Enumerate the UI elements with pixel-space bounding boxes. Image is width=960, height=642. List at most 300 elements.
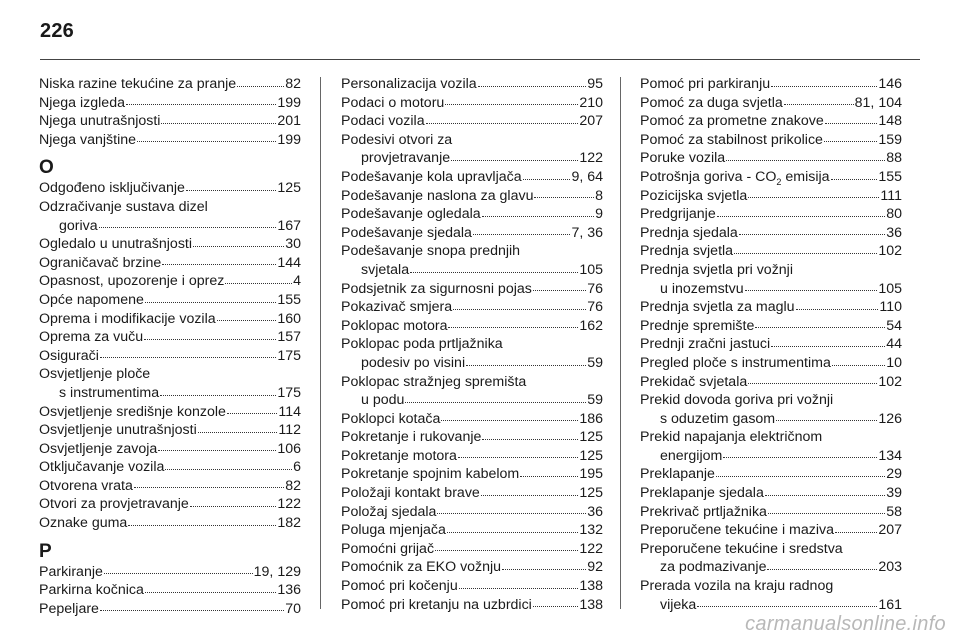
index-entry — [341, 94, 603, 113]
index-entry-page: 155 — [878, 168, 902, 185]
dot-leader — [755, 327, 885, 328]
index-entry-title: Otvori za provjetravanje — [39, 496, 189, 513]
dot-leader — [158, 450, 276, 451]
dot-leader — [523, 179, 571, 180]
page-number: 226 — [40, 20, 74, 42]
index-entry-page: 76 — [587, 280, 603, 297]
index-entry-page: 102 — [878, 373, 902, 390]
index-entry-title: Poklopac stražnjeg spremišta — [341, 373, 527, 390]
dot-leader — [771, 346, 885, 347]
index-entry — [39, 235, 301, 254]
index-entry — [640, 75, 902, 94]
dot-leader — [458, 457, 578, 458]
index-entry-title: Njega vanjštine — [39, 131, 137, 148]
index-entry — [39, 310, 301, 329]
index-entry — [39, 514, 301, 533]
dot-leader — [459, 588, 579, 589]
dot-leader — [441, 420, 578, 421]
index-entry-page: 144 — [277, 254, 301, 271]
dot-leader — [825, 123, 878, 124]
index-entry — [640, 558, 902, 577]
index-entry-page: 80 — [886, 206, 902, 223]
dot-leader — [448, 327, 578, 328]
dot-leader — [445, 104, 578, 105]
dot-leader — [100, 610, 284, 611]
index-entry-title: Njega unutrašnjosti — [39, 113, 161, 130]
index-entry-page: 59 — [587, 392, 603, 409]
index-entry — [39, 291, 301, 310]
index-entry-title: Pozicijska svjetla — [640, 187, 748, 204]
index-entry-title: Prednja svjetla — [640, 243, 734, 260]
dot-leader — [190, 506, 277, 507]
dot-leader — [126, 104, 276, 105]
index-letter-heading: P — [39, 540, 52, 562]
index-entry-title: Opasnost, upozorenje i oprez — [39, 273, 225, 290]
index-entry-title: Personalizacija vozila — [341, 76, 477, 92]
index-entry-multiline — [341, 131, 603, 168]
index-entry-page: 175 — [277, 347, 301, 364]
index-entry-title: u podu — [361, 392, 405, 409]
index-entry-title: Opće napomene — [39, 291, 144, 308]
index-entry-page: 199 — [277, 131, 301, 148]
index-entry-title: svjetala — [361, 261, 410, 278]
index-entry — [640, 94, 902, 113]
index-entry — [341, 280, 603, 299]
index-letter-heading: O — [39, 157, 54, 179]
dot-leader — [716, 476, 885, 477]
dot-leader — [765, 495, 885, 496]
dot-leader — [533, 606, 578, 607]
dot-leader — [748, 197, 879, 198]
index-entry-page: 159 — [878, 131, 902, 148]
dot-leader — [482, 439, 578, 440]
index-column-3 — [640, 75, 902, 614]
index-entry-title: Preklapanje sjedala — [640, 485, 764, 502]
index-entry-page: 88 — [886, 150, 902, 167]
index-entry-page: 9, 64 — [571, 168, 603, 185]
index-entry-page: 39 — [886, 485, 902, 502]
index-entry — [39, 421, 301, 440]
index-entry-title: Položaj sjedala — [341, 503, 437, 520]
index-entry-title: podesiv po visini — [361, 354, 466, 371]
index-entry-page: 76 — [587, 299, 603, 316]
index-entry-title: Osvjetljenje ploče — [39, 366, 151, 383]
index-entry-page: 30 — [285, 236, 301, 253]
index-entry-page: 105 — [579, 261, 603, 278]
index-entry-title: za podmazivanje — [660, 559, 767, 576]
index-entry-title: Poklopci kotača — [341, 410, 441, 427]
index-entry-multiline — [341, 335, 603, 372]
index-entry-page: 59 — [587, 354, 603, 371]
index-entry — [640, 335, 902, 354]
index-entry — [39, 581, 301, 600]
dot-leader — [165, 469, 292, 470]
index-entry — [640, 317, 902, 336]
dot-leader — [466, 365, 586, 366]
index-column-2 — [341, 75, 603, 614]
dot-leader — [717, 216, 886, 217]
index-entry-page: 9 — [595, 206, 603, 223]
dot-leader — [447, 532, 578, 533]
index-entry-title: Prerada vozila na kraju radnog — [640, 578, 834, 595]
index-entry-page: 81, 104 — [854, 94, 902, 111]
index-entry-title: Otvorena vrata — [39, 477, 133, 494]
index-entry — [39, 477, 301, 496]
index-entry-title: Odgođeno isključivanje — [39, 180, 185, 197]
dot-leader — [162, 264, 276, 265]
index-entry-title: u inozemstvu — [660, 280, 744, 297]
index-entry-page: 8 — [595, 187, 603, 204]
index-entry-title: Odzračivanje sustava dizel — [39, 198, 208, 215]
column-separator — [320, 77, 321, 609]
dot-leader — [502, 569, 586, 570]
index-entry-title: Podaci o motoru — [341, 94, 445, 111]
index-entry-title: Podsjetnik za sigurnosni pojas — [341, 280, 532, 297]
index-entry-page: 36 — [886, 224, 902, 241]
index-entry-title: Poluga mjenjača — [341, 522, 446, 539]
index-entry — [39, 440, 301, 459]
index-entry-title: Prednje spremište — [640, 317, 755, 334]
index-entry-multiline — [341, 242, 603, 279]
index-entry-multiline — [640, 577, 902, 614]
index-entry — [341, 112, 603, 131]
index-entry-page: 102 — [878, 243, 902, 260]
index-entry-title: Pokazivač smjera — [341, 299, 453, 316]
index-entry-title: provjetravanje — [361, 150, 451, 167]
index-entry-page: 105 — [878, 280, 902, 297]
index-entry-title: Pomoć pri parkiranju — [640, 76, 771, 92]
index-entry — [640, 224, 902, 243]
index-entry-page: 29 — [886, 466, 902, 483]
index-entry-multiline — [39, 365, 301, 402]
index-entry-page: 58 — [886, 503, 902, 520]
index-entry — [640, 280, 902, 299]
index-entry — [39, 347, 301, 366]
index-entry-multiline — [640, 540, 902, 577]
index-entry-title: Ogledalo u unutrašnjosti — [39, 236, 193, 253]
index-entry — [640, 149, 902, 168]
index-entry-title: Podešavanje sjedala — [341, 224, 472, 241]
index-entry — [39, 495, 301, 514]
index-entry-title: vijeka — [660, 596, 697, 613]
dot-leader — [186, 190, 276, 191]
index-entry-title: Prekid napajanja električnom — [640, 429, 823, 446]
index-entry-page: 95 — [587, 76, 603, 92]
index-entry-title: Poruke vozila — [640, 150, 726, 167]
index-entry-title: Preklapanje — [640, 466, 715, 483]
index-entry — [640, 112, 902, 131]
index-entry — [640, 503, 902, 522]
dot-leader — [99, 227, 277, 228]
dot-leader — [145, 302, 276, 303]
dot-leader — [520, 476, 578, 477]
dot-leader — [426, 123, 579, 124]
index-entry-page: 10 — [886, 354, 902, 371]
dot-leader — [217, 320, 277, 321]
index-entry-title: Pokretanje i rukovanje — [341, 429, 482, 446]
index-entry — [341, 577, 603, 596]
dot-leader — [768, 513, 885, 514]
index-entry-page: 132 — [579, 522, 603, 539]
index-entry-page: 112 — [278, 422, 301, 439]
dot-leader — [831, 179, 878, 180]
dot-leader — [145, 592, 276, 593]
index-entry-page: 201 — [277, 113, 301, 130]
index-entry — [640, 484, 902, 503]
index-entry — [39, 112, 301, 131]
index-entry — [341, 298, 603, 317]
dot-leader — [748, 383, 877, 384]
index-entry-multiline — [640, 261, 902, 298]
dot-leader — [478, 86, 587, 87]
dot-leader — [451, 160, 578, 161]
index-entry — [640, 447, 902, 466]
dot-leader — [767, 569, 877, 570]
index-entry — [341, 465, 603, 484]
index-entry — [640, 354, 902, 373]
dot-leader — [473, 234, 571, 235]
dot-leader — [227, 413, 277, 414]
index-entry-page: 110 — [879, 299, 902, 316]
index-entry — [640, 131, 902, 150]
index-entry-page: 7, 36 — [571, 224, 603, 241]
index-entry-title: Njega izgleda — [39, 94, 125, 111]
index-entry-page: 203 — [878, 559, 902, 576]
index-entry — [341, 428, 603, 447]
index-entry-page: 70 — [285, 600, 301, 617]
index-entry-title: Pokretanje motora — [341, 447, 457, 464]
index-entry-page: 136 — [277, 582, 301, 599]
index-entry-title: s oduzetim gasom — [660, 410, 776, 427]
index-entry-title: Otključavanje vozila — [39, 459, 165, 476]
index-entry-page: 207 — [878, 522, 902, 539]
index-entry-page: 195 — [579, 466, 603, 483]
index-entry — [341, 503, 603, 522]
index-entry-page: 122 — [277, 496, 301, 513]
index-entry-page: 44 — [886, 336, 902, 353]
dot-leader — [134, 487, 284, 488]
index-entry-multiline — [39, 198, 301, 235]
index-entry — [341, 261, 603, 280]
dot-leader — [482, 216, 594, 217]
index-entry-multiline — [341, 373, 603, 410]
index-entry — [39, 563, 301, 582]
dot-leader — [410, 272, 578, 273]
index-entry-page: 106 — [277, 440, 301, 457]
index-entry-title: Predgrijanje — [640, 206, 716, 223]
index-entry-title: Preporučene tekućine i maziva — [640, 522, 834, 539]
index-entry-title: Parkirna kočnica — [39, 582, 144, 599]
dot-leader — [533, 290, 586, 291]
index-entry-page: 82 — [285, 477, 301, 494]
dot-leader — [193, 246, 284, 247]
index-entry-title: Podešavanje kola upravljača — [341, 168, 522, 185]
index-entry — [39, 75, 301, 94]
dot-leader — [796, 309, 879, 310]
index-entry — [39, 94, 301, 113]
dot-leader — [771, 86, 877, 87]
index-entry-title: Prednja sjedala — [640, 224, 738, 241]
dot-leader — [835, 532, 877, 533]
index-entry-page: 138 — [579, 596, 603, 613]
index-entry-page: 199 — [277, 94, 301, 111]
index-entry-title: Podesivi otvori za — [341, 131, 453, 148]
index-entry — [341, 391, 603, 410]
index-entry-title: Podešavanje naslona za glavu — [341, 187, 534, 204]
index-entry-title: goriva — [59, 217, 98, 234]
index-entry — [640, 205, 902, 224]
index-entry-title: s instrumentima — [59, 384, 160, 401]
index-entry — [39, 384, 301, 403]
index-entry-title: Prekrivač prtljažnika — [640, 503, 767, 520]
dot-leader — [481, 495, 579, 496]
index-entry — [640, 596, 902, 615]
dot-leader — [745, 290, 878, 291]
index-entry-page: 114 — [278, 403, 301, 420]
index-entry — [39, 403, 301, 422]
index-entry-page: 82 — [285, 76, 301, 92]
dot-leader — [160, 395, 276, 396]
dot-leader — [734, 253, 877, 254]
index-entry-title: Položaji kontakt brave — [341, 485, 480, 502]
index-entry-title: Oprema i modifikacije vozila — [39, 310, 216, 327]
index-entry-title: Osvjetljenje unutrašnjosti — [39, 422, 197, 439]
index-entry-title: energijom — [660, 447, 723, 464]
index-entry — [39, 458, 301, 477]
index-entry-title: Pepeljare — [39, 600, 99, 617]
index-entry-title: Podaci vozila — [341, 113, 425, 130]
dot-leader — [237, 86, 284, 87]
index-entry-page: 111 — [880, 187, 902, 204]
dot-leader — [726, 160, 885, 161]
index-entry-title: Preporučene tekućine i sredstva — [640, 540, 843, 557]
index-entry-title: Prednji zračni jastuci — [640, 336, 771, 353]
dot-leader — [453, 309, 586, 310]
index-entry-title: Podešavanje ogledala — [341, 206, 481, 223]
index-entry-page: 146 — [878, 76, 902, 92]
index-entry-page: 148 — [878, 113, 902, 130]
index-entry-page: 210 — [579, 94, 603, 111]
index-entry-page: 125 — [579, 485, 603, 502]
index-entry-title: Prednja svjetla za maglu — [640, 299, 795, 316]
index-entry-page: 157 — [277, 329, 301, 346]
index-entry-page: 186 — [579, 410, 603, 427]
dot-leader — [534, 197, 594, 198]
index-entry-title: Oprema za vuču — [39, 329, 144, 346]
index-entry-page: 125 — [277, 180, 301, 197]
index-entry — [39, 600, 301, 619]
index-entry — [341, 187, 603, 206]
index-entry-page: 126 — [878, 410, 902, 427]
index-entry-title: Osvjetljenje zavoja — [39, 440, 158, 457]
index-entry — [640, 373, 902, 392]
index-entry-title: Pomoćnik za EKO vožnju — [341, 559, 502, 576]
index-entry-title: Pokretanje spojnim kabelom — [341, 466, 520, 483]
dot-leader — [137, 141, 276, 142]
index-entry-page: 122 — [579, 150, 603, 167]
index-entry-title: Ograničavač brzine — [39, 254, 162, 271]
index-entry — [640, 242, 902, 261]
index-entry — [341, 596, 603, 615]
index-entry-title: Prekidač svjetala — [640, 373, 748, 390]
index-entry-page: 92 — [587, 559, 603, 576]
dot-leader — [832, 365, 885, 366]
dot-leader — [723, 457, 877, 458]
index-entry — [640, 168, 902, 187]
dot-leader — [100, 357, 276, 358]
index-entry-title: Pomoć pri kretanju na uzbrdici — [341, 596, 532, 613]
index-entry-title: Oznake guma — [39, 515, 128, 532]
index-entry — [341, 317, 603, 336]
dot-leader — [824, 141, 877, 142]
index-entry — [341, 484, 603, 503]
index-entry-page: 160 — [277, 310, 301, 327]
index-entry-page: 4 — [293, 273, 301, 290]
index-entry — [39, 217, 301, 236]
index-entry-page: 167 — [277, 217, 301, 234]
dot-leader — [784, 104, 854, 105]
dot-leader — [198, 432, 278, 433]
index-entry-title: Osigurači — [39, 347, 99, 364]
index-entry — [341, 354, 603, 373]
index-entry-title: Pregled ploče s instrumentima — [640, 354, 831, 371]
index-entry-title: Pomoć za stabilnost prikolice — [640, 131, 823, 148]
index-entry — [39, 131, 301, 150]
index-entry-page: 36 — [587, 503, 603, 520]
index-entry — [640, 298, 902, 317]
index-entry-multiline — [640, 428, 902, 465]
index-entry-title: Poklopac poda prtljažnika — [341, 336, 503, 353]
index-entry-page: 161 — [878, 596, 902, 613]
index-entry — [39, 272, 301, 291]
index-entry-title: Osvjetljenje središnje konzole — [39, 403, 226, 420]
index-entry — [341, 558, 603, 577]
dot-leader — [225, 283, 292, 284]
dot-leader — [128, 525, 276, 526]
index-entry-page: 54 — [886, 317, 902, 334]
dot-leader — [161, 123, 276, 124]
index-entry-title: Pomoć pri kočenju — [341, 578, 458, 595]
index-entry — [341, 540, 603, 559]
index-entry-page: 155 — [277, 291, 301, 308]
index-entry — [341, 447, 603, 466]
index-entry-page: 6 — [293, 459, 301, 476]
dot-leader — [776, 420, 877, 421]
index-entry — [640, 187, 902, 206]
dot-leader — [437, 513, 586, 514]
index-entry-title: Pomoć za duga svjetla — [640, 94, 783, 111]
dot-leader — [435, 550, 578, 551]
index-entry-title: Prednja svjetla pri vožnji — [640, 261, 793, 278]
index-entry-title: Poklopac motora — [341, 317, 448, 334]
index-entry-page: 175 — [277, 384, 301, 401]
index-entry — [640, 521, 902, 540]
index-entry-page: 19, 129 — [253, 563, 301, 580]
index-entry-title: Niska razine tekućine za pranje — [39, 76, 237, 92]
index-entry-title: Pomoćni grijač — [341, 540, 435, 557]
index-entry — [341, 205, 603, 224]
index-column-1 — [39, 75, 301, 618]
index-entry-title: Podešavanje snopa prednjih — [341, 243, 521, 260]
index-entry-page: 182 — [277, 515, 301, 532]
dot-leader — [104, 573, 253, 574]
index-entry-page: 207 — [579, 113, 603, 130]
index-entry-multiline — [640, 391, 902, 428]
index-entry-page: 134 — [878, 447, 902, 464]
dot-leader — [144, 339, 276, 340]
index-entry-page: 125 — [579, 429, 603, 446]
dot-leader — [697, 606, 877, 607]
